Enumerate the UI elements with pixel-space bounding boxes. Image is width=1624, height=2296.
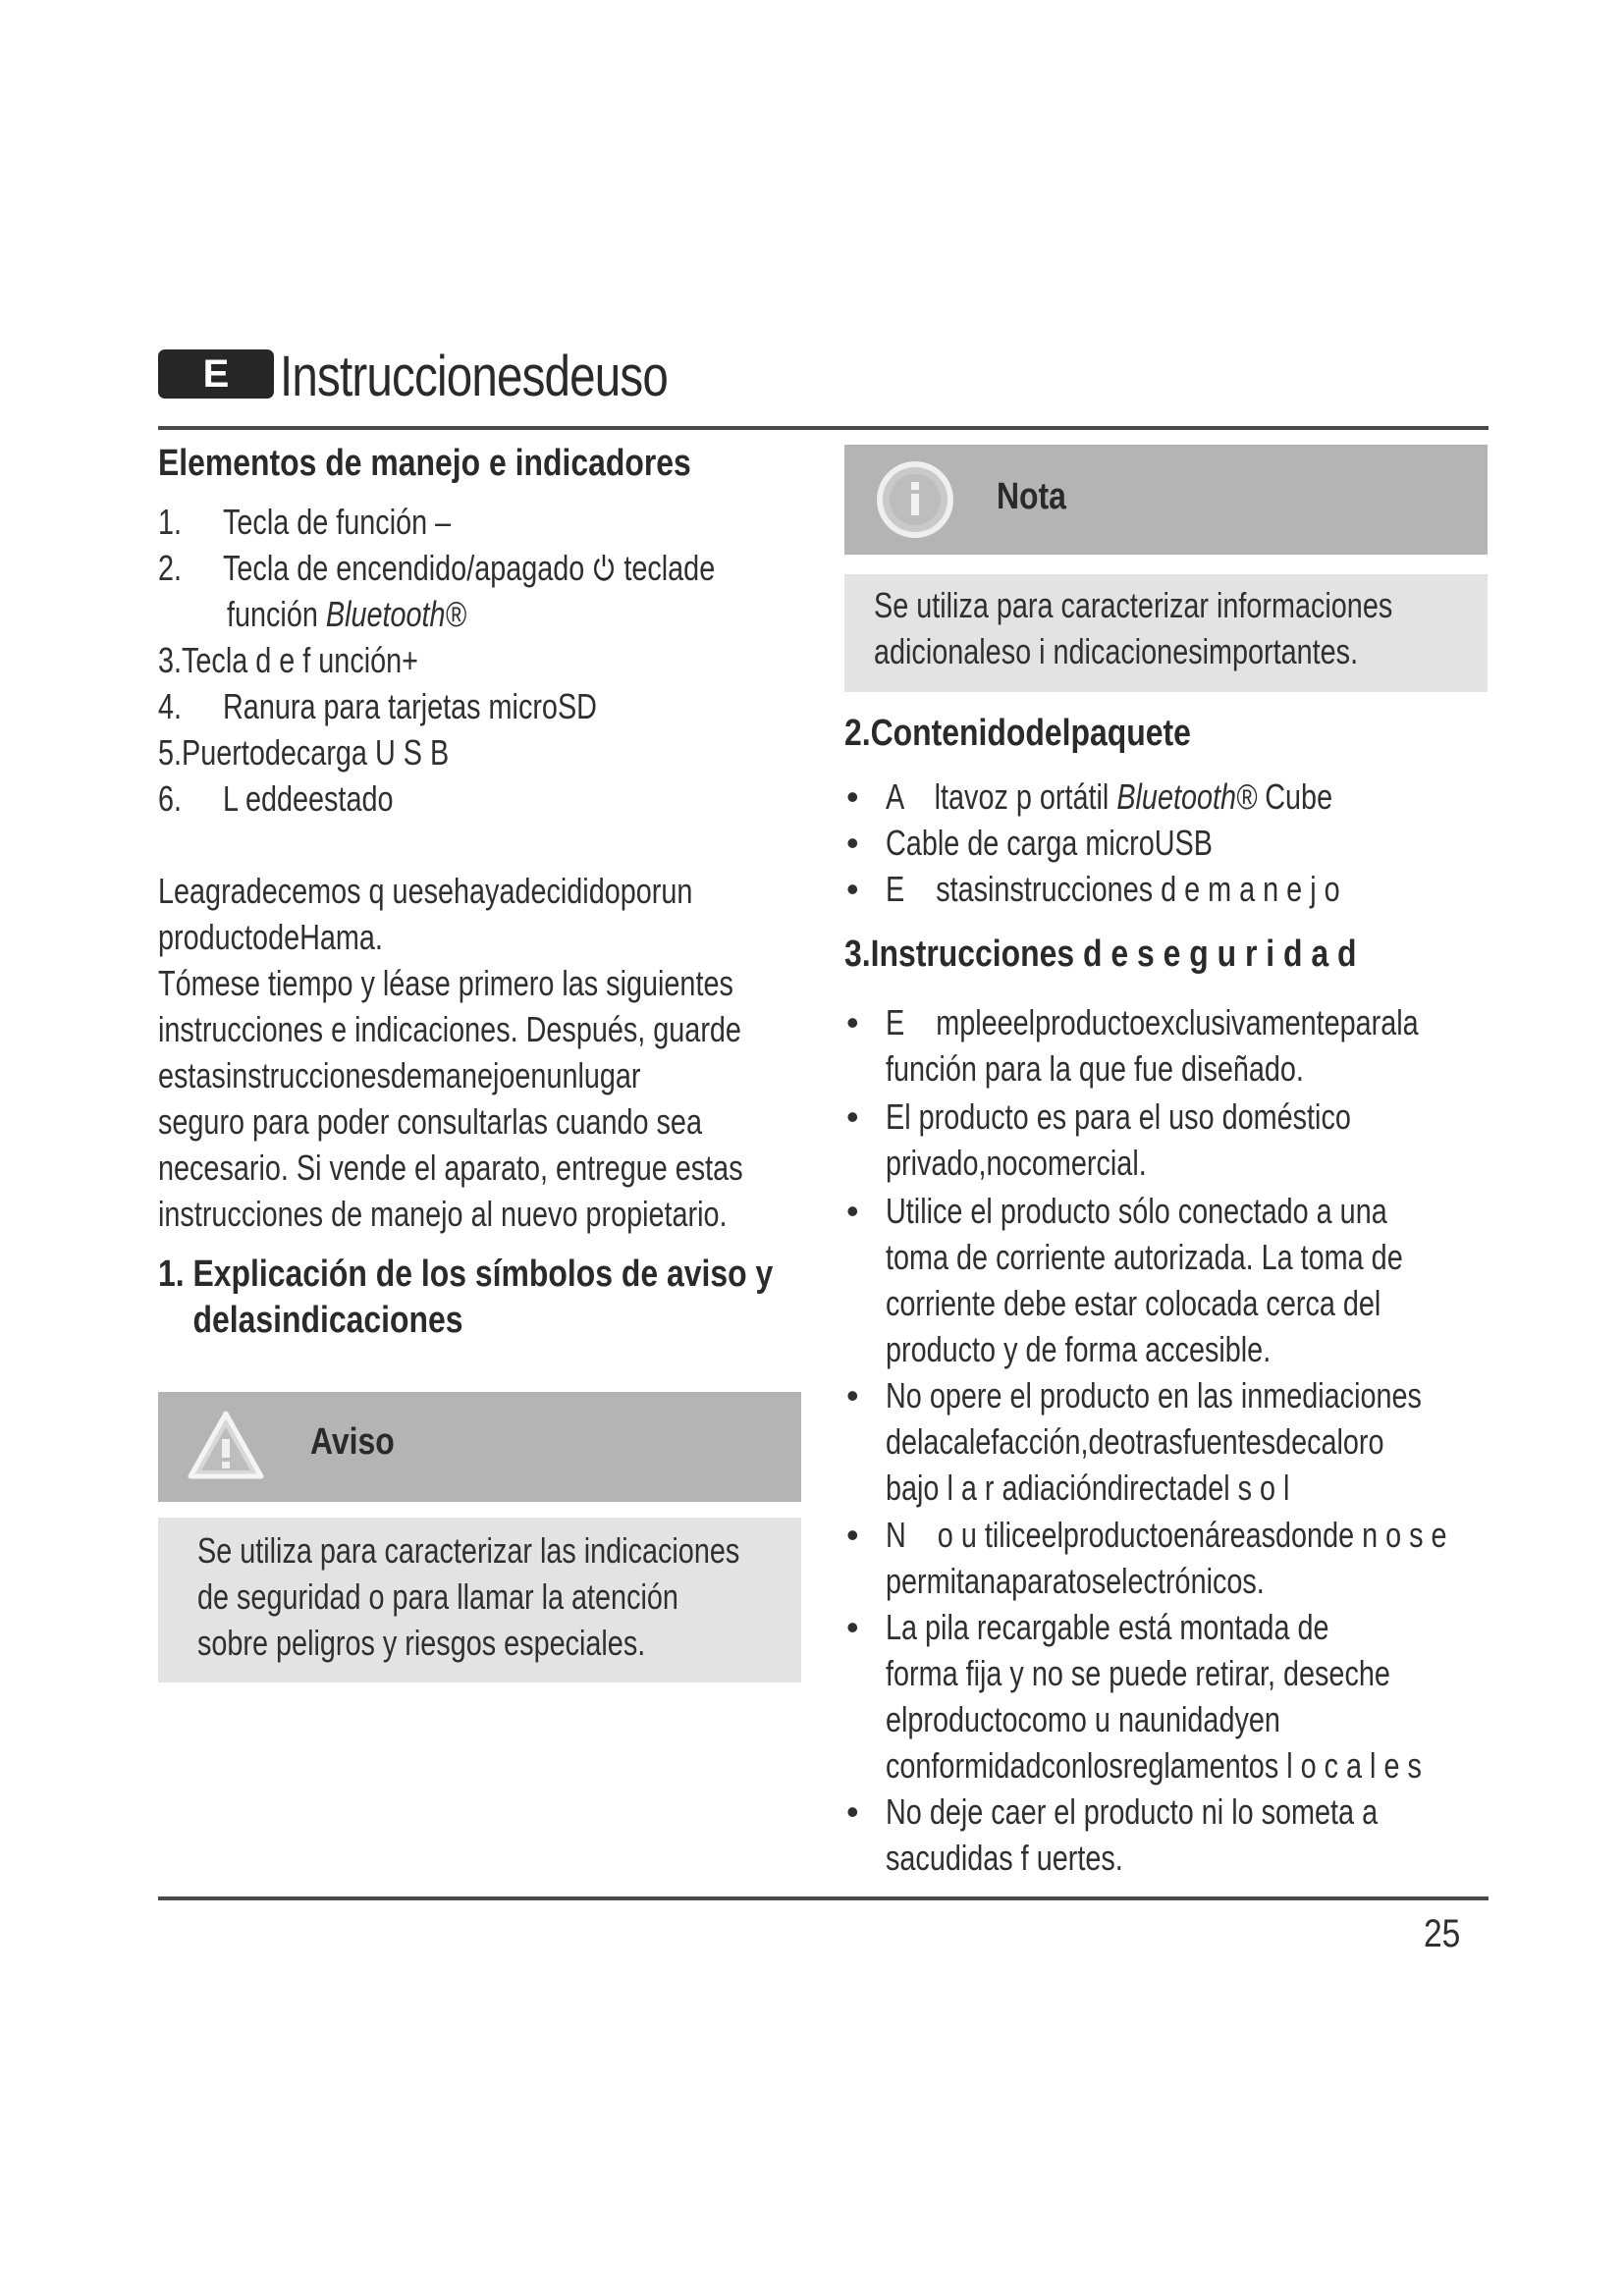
footer-divider — [158, 1896, 1489, 1900]
text-line: Tómese tiempo y léase primero las siguientes — [158, 963, 733, 1003]
list-item — [844, 1188, 1512, 1372]
text-line: seguro para poder consultarlas cuando sea — [158, 1101, 702, 1142]
text-line: E mpleeelproductoexclusivamenteparala — [886, 1002, 1419, 1042]
bullet: • — [846, 1515, 859, 1555]
item-number: 6. — [158, 778, 183, 819]
item-text: 5.Puertodecarga U S B — [158, 732, 450, 773]
list-item — [844, 1372, 1512, 1512]
section-heading — [158, 1251, 826, 1343]
item-text-part: Tecla de encendido/apagado — [223, 548, 585, 588]
package-contents-list — [844, 774, 1512, 912]
text-line: El producto es para el uso doméstico — [886, 1096, 1351, 1137]
item-text — [886, 1094, 1467, 1186]
text-line: conformidadconlosreglamentos l o c a l e s — [886, 1745, 1422, 1786]
item-text: Cable de carga microUSB — [886, 823, 1213, 863]
text-line: sacudidas f uertes. — [886, 1838, 1123, 1878]
list-item — [844, 1094, 1512, 1188]
note-box-title: Nota — [997, 476, 1066, 517]
intro-paragraph — [158, 868, 826, 1237]
list-item — [158, 729, 826, 775]
header-divider — [158, 426, 1489, 430]
bullet: • — [846, 869, 859, 909]
bullet: • — [846, 1002, 859, 1042]
text-line: forma fija y no se puede retirar, deseche — [886, 1653, 1390, 1693]
item-text — [886, 1188, 1532, 1372]
safety-heading: 3.Instrucciones d e s e g u r i d a d — [844, 934, 1357, 975]
bullet: • — [846, 1375, 859, 1415]
controls-list — [158, 499, 826, 822]
item-text-part: A ltavoz p ortátil — [886, 776, 1117, 817]
text-line: N o u tiliceelproductoenáreasdonde n o s e — [886, 1515, 1447, 1555]
text-line: Se utiliza para caracterizar las indicaciones — [197, 1530, 740, 1571]
list-item — [844, 820, 1512, 866]
note-box-text — [874, 582, 1522, 674]
item-text — [223, 545, 715, 591]
item-text-line2 — [227, 591, 466, 637]
bullet: • — [846, 1791, 859, 1832]
item-text-part: teclade — [623, 548, 716, 588]
controls-heading: Elementos de manejo e indicadores — [158, 443, 691, 484]
list-item — [844, 774, 1512, 820]
item-text — [886, 1512, 1587, 1604]
text-line: toma de corriente autorizada. La toma de — [886, 1237, 1403, 1277]
item-number: 4. — [158, 686, 183, 726]
item-text: Tecla de función – — [223, 502, 452, 542]
item-number: 2. — [158, 548, 183, 588]
bullet: • — [846, 823, 859, 863]
safety-list — [844, 999, 1512, 1881]
text-line: sobre peligros y riesgos especiales. — [197, 1623, 646, 1663]
item-text: Ranura para tarjetas microSD — [223, 686, 597, 726]
item-number: 1. — [158, 502, 183, 542]
warning-triangle-icon — [188, 1410, 264, 1485]
list-item — [158, 683, 826, 729]
note-box-header — [844, 445, 1488, 555]
text-line: Leagradecemos q uesehayadecididoporun — [158, 871, 693, 911]
text-line: Se utiliza para caracterizar informaciones — [874, 585, 1393, 625]
item-text — [886, 774, 1332, 820]
bluetooth-term: Bluetooth® — [1116, 776, 1258, 817]
text-line: elproductocomo u naunidadyen — [886, 1699, 1280, 1739]
text-line: función para la que fue diseñado. — [886, 1048, 1304, 1089]
text-line: privado,nocomercial. — [886, 1143, 1147, 1183]
note-box-body — [844, 574, 1488, 692]
text-line: productodeHama. — [158, 917, 383, 957]
list-item — [158, 545, 826, 637]
text-line: La pila recargable está montada de — [886, 1607, 1329, 1647]
text-line: de seguridad o para llamar la atención — [197, 1576, 678, 1617]
document-title: Instruccionesdeuso — [280, 345, 669, 408]
bullet: • — [846, 1191, 859, 1231]
list-item — [844, 1604, 1512, 1789]
text-line: No deje caer el producto ni lo someta a — [886, 1791, 1379, 1832]
warning-box-text — [197, 1527, 875, 1666]
info-circle-icon — [874, 458, 956, 546]
text-line: estasinstruccionesdemanejoenunlugar — [158, 1055, 641, 1095]
item-text — [886, 1372, 1555, 1511]
list-item — [158, 499, 826, 545]
item-text: 3.Tecla d e f unción+ — [158, 640, 418, 680]
power-icon — [592, 547, 616, 576]
heading-line: 1. Explicación de los símbolos de aviso y — [158, 1254, 774, 1295]
text-line: bajo l a r adiacióndirectadel s o l — [886, 1468, 1290, 1508]
text-line: producto y de forma accesible. — [886, 1329, 1272, 1369]
page-number: 25 — [1424, 1912, 1461, 1955]
text-line: instrucciones e indicaciones. Después, guarde — [158, 1009, 741, 1049]
list-item — [158, 637, 826, 683]
list-item — [844, 999, 1512, 1094]
item-text-part: Cube — [1257, 776, 1333, 817]
list-item — [844, 866, 1512, 912]
language-badge: E — [158, 349, 274, 399]
heading-line: delasindicaciones — [158, 1300, 463, 1341]
warning-box-header — [158, 1392, 801, 1502]
list-item — [844, 1512, 1512, 1604]
warning-box-body — [158, 1518, 801, 1682]
text-line: necesario. Si vende el aparato, entregue estas — [158, 1148, 743, 1188]
warning-box-title: Aviso — [310, 1421, 395, 1463]
item-text: L eddeestado — [223, 778, 394, 819]
contents-heading: 2.Contenidodelpaquete — [844, 713, 1191, 754]
page-header — [158, 344, 1489, 434]
bullet: • — [846, 1607, 859, 1647]
text-line: corriente debe estar colocada cerca del — [886, 1283, 1381, 1323]
text-line: adicionaleso i ndicacionesimportantes. — [874, 631, 1359, 671]
text-line: permitanaparatoselectrónicos. — [886, 1561, 1265, 1601]
item-text — [886, 1604, 1555, 1789]
list-item — [158, 775, 826, 822]
item-text-part: función — [227, 594, 326, 634]
item-text — [886, 1789, 1500, 1881]
item-text — [886, 999, 1551, 1092]
list-item — [844, 1789, 1512, 1881]
text-line: Utilice el producto sólo conectado a una — [886, 1191, 1387, 1231]
text-line: instrucciones de manejo al nuevo propietario. — [158, 1194, 728, 1234]
text-line: No opere el producto en las inmediaciones — [886, 1375, 1422, 1415]
bullet: • — [846, 776, 859, 817]
bullet: • — [846, 1096, 859, 1137]
item-text: E stasinstrucciones d e m a n e j o — [886, 869, 1340, 909]
bluetooth-term: Bluetooth® — [325, 594, 466, 634]
text-line: delacalefacción,deotrasfuentesdecaloro — [886, 1421, 1384, 1462]
